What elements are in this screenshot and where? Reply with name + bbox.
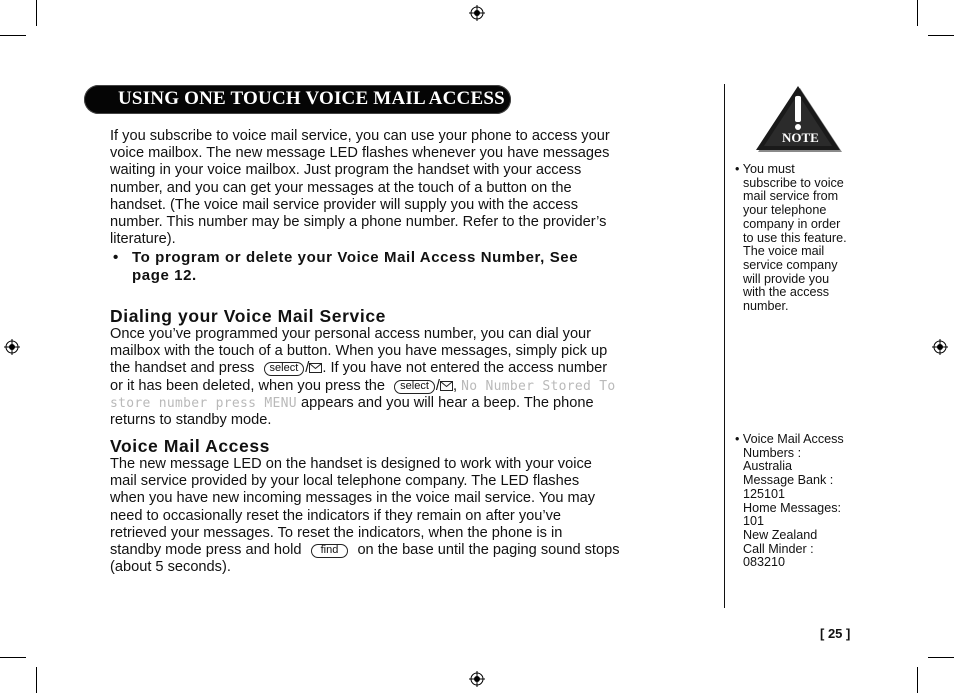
sidebar-line: with the access (743, 285, 830, 300)
sidebar-line: Numbers : (743, 445, 802, 460)
registration-mark-icon (469, 671, 485, 687)
sidebar-line: subscribe to voice (743, 175, 844, 190)
crop-mark (928, 35, 954, 36)
text-line (110, 360, 680, 377)
sidebar-line: 101 (743, 514, 765, 529)
lcd-message: No Number Stored To (461, 378, 616, 394)
sidebar-line: Call Minder : (743, 541, 814, 556)
text-line: Once you’ve programmed your personal access number, you can dial your (110, 326, 592, 342)
find-key: find (311, 544, 349, 558)
sidebar-line: Message Bank : (743, 473, 834, 488)
sidebar-numbers-note (735, 433, 865, 570)
text-line: retrieved your messages. To reset the indicators, when the phone is in (110, 524, 563, 541)
crop-mark (917, 667, 918, 693)
bullet-line: To program or delete your Voice Mail Access Number, See (132, 249, 579, 266)
crop-mark (0, 657, 26, 658)
voice-mail-access-heading: Voice Mail Access (110, 436, 271, 456)
registration-mark-icon (4, 339, 20, 355)
sidebar-text: You must (742, 162, 795, 176)
registration-mark-icon (469, 5, 485, 21)
slash: / (305, 360, 310, 377)
section-title: USING ONE TOUCH VOICE MAIL ACCESS (118, 88, 505, 109)
sidebar-line: service company (743, 257, 838, 272)
text-line (110, 542, 680, 559)
bullet-symbol: • (113, 249, 119, 266)
text-line (110, 378, 680, 395)
text-span: , (452, 377, 458, 394)
text-line: when you have new incoming messages in the voice mail service. You may (110, 490, 596, 507)
crop-mark (928, 657, 954, 658)
sidebar-line: company in order (743, 216, 841, 231)
page-number: [ 25 ] (820, 626, 851, 641)
crop-mark (36, 0, 37, 26)
crop-mark (917, 0, 918, 26)
text-line: returns to standby mode. (110, 411, 272, 428)
sidebar-line: to use this feature. (743, 230, 847, 245)
column-divider (724, 84, 725, 608)
envelope-icon (440, 381, 453, 391)
envelope-icon (309, 363, 322, 373)
sidebar-line: 083210 (743, 555, 786, 570)
text-line: If you subscribe to voice mail service, you can use your phone to access your (110, 128, 610, 144)
sidebar-line: number. (743, 299, 789, 314)
crop-mark (36, 667, 37, 693)
slash: / (435, 377, 440, 394)
bullet-symbol: • (735, 432, 740, 446)
note-label: NOTE (782, 130, 819, 145)
text-line: literature). (110, 231, 176, 248)
sidebar-line: mail service from (743, 189, 839, 204)
text-line: waiting in your voice mailbox. Just program the handset with your access (110, 162, 582, 179)
bullet-line: page 12. (132, 266, 197, 284)
sidebar-line: 125101 (743, 486, 786, 501)
sidebar-line: The voice mail (743, 244, 825, 259)
intro-paragraph (110, 128, 680, 248)
text-line: voice mailbox. The new message LED flashes whenever you have messages (110, 145, 610, 162)
text-line: (about 5 seconds). (110, 559, 231, 576)
text-line: The new message LED on the handset is designed to work with your voice (110, 456, 592, 472)
sidebar-line: your telephone (743, 203, 827, 218)
dialing-heading: Dialing your Voice Mail Service (110, 306, 387, 326)
text-line: need to occasionally reset the indicators if they remain on after you’ve (110, 507, 562, 524)
text-span: the handset and press (110, 360, 255, 377)
text-line: number, and you can get your messages at the touch of a button on the (110, 179, 572, 196)
text-span: on the base until the paging sound stops (357, 541, 620, 558)
program-bullet (113, 249, 119, 267)
crop-mark (0, 35, 26, 36)
sidebar-line: Australia (743, 459, 792, 474)
sidebar-line (735, 433, 865, 447)
sidebar-note (735, 163, 865, 314)
select-key: select (264, 362, 305, 376)
sidebar-line (735, 163, 865, 177)
text-span: standby mode press and hold (110, 541, 302, 558)
text-line (110, 395, 680, 412)
sidebar-line: will provide you (743, 271, 830, 286)
sidebar-line: Home Messages: (743, 500, 841, 515)
text-line: mailbox with the touch of a button. When you have messages, simply pick up (110, 343, 608, 360)
voice-mail-access-paragraph (110, 456, 680, 576)
text-span: or it has been deleted, when you press the (110, 377, 386, 394)
lcd-message: store number press MENU (110, 395, 297, 411)
text-line: number. This number may be simply a phone number. Refer to the provider’s (110, 213, 607, 230)
text-span: . If you have not entered the access number (322, 360, 608, 377)
text-line: mail service provided by your local telephone company. The LED flashes (110, 473, 580, 490)
program-bullet-text (132, 249, 578, 284)
text-span: appears and you will hear a beep. The phone (300, 394, 594, 411)
sidebar-text: Voice Mail Access (742, 432, 844, 446)
dialing-paragraph (110, 326, 680, 429)
registration-mark-icon (932, 339, 948, 355)
select-key: select (394, 380, 435, 394)
bullet-symbol: • (735, 162, 740, 176)
text-line: handset. (The voice mail service provider will supply you with the access (110, 196, 579, 213)
sidebar-line: New Zealand (743, 527, 818, 542)
